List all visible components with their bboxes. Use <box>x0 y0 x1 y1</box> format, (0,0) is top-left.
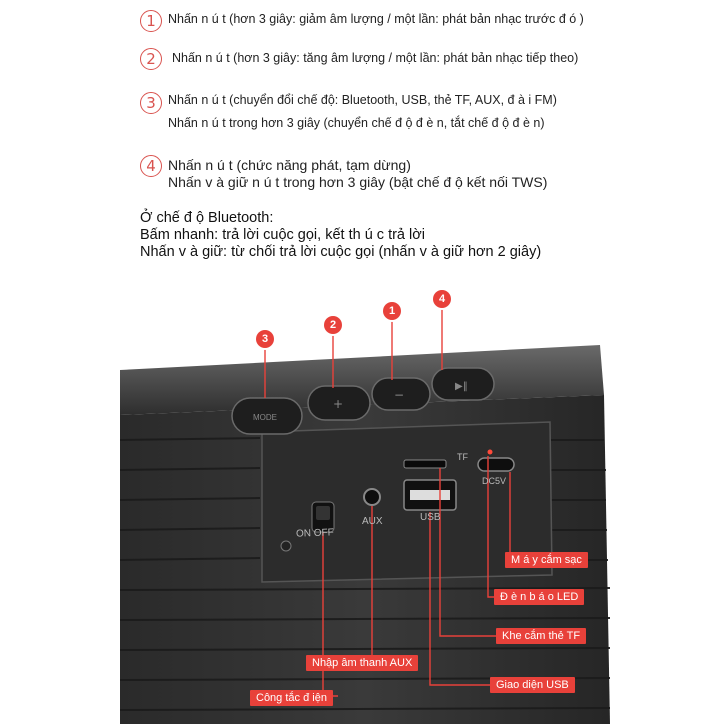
instruction-4-line-1: Nhấn n ú t (chức năng phát, tạm dừng) <box>168 157 411 173</box>
callout-tf-slot: Khe cắm thẻ TF <box>496 628 586 644</box>
callout-usb-interface: Giao diện USB <box>490 677 575 693</box>
callout-led: Đ è n b á o LED <box>494 589 584 605</box>
marker-1: 1 <box>383 302 401 320</box>
marker-3: 3 <box>256 330 274 348</box>
bluetooth-line-1: Bấm nhanh: trả lời cuộc gọi, kết th ú c trả lời <box>140 227 425 243</box>
bluetooth-line-2: Nhấn v à giữ: từ chối trả lời cuộc gọi (nhấn v à giữ hơn 2 giây) <box>140 244 542 260</box>
instruction-1-line-1: Nhấn n ú t (hơn 3 giây: giảm âm lượng / một lần: phát bản nhạc trước đ ó ) <box>168 12 584 26</box>
step-number-2: 2 <box>140 48 162 70</box>
dc5v-label: DC5V <box>482 476 507 486</box>
instruction-3-line-1: Nhấn n ú t (chuyển đổi chế độ: Bluetooth, USB, thẻ TF, AUX, đ à i FM) <box>168 93 557 107</box>
tf-label: TF <box>457 452 468 462</box>
usb-label: USB <box>420 512 441 523</box>
step-number-3: 3 <box>140 92 162 114</box>
instruction-2-line-1: Nhấn n ú t (hơn 3 giây: tăng âm lượng / một lần: phát bản nhạc tiếp theo) <box>172 51 579 65</box>
step-number-1: 1 <box>140 10 162 32</box>
marker-4: 4 <box>433 290 451 308</box>
aux-label: AUX <box>362 516 383 527</box>
svg-text:▶‖: ▶‖ <box>455 381 468 392</box>
step-number-4: 4 <box>140 155 162 177</box>
callout-charging: M á y cắm sạc <box>505 552 588 568</box>
svg-text:+: + <box>333 397 344 411</box>
on-off-label: ON OFF <box>295 527 334 540</box>
marker-2: 2 <box>324 316 342 334</box>
svg-text:−: − <box>394 388 405 402</box>
instruction-3-line-2: Nhấn n ú t trong hơn 3 giây (chuyển chế đ ộ đ è n, tắt chế đ ộ đ è n) <box>168 116 545 130</box>
instruction-4-line-2: Nhấn v à giữ n ú t trong hơn 3 giây (bật chế đ ộ kết nối TWS) <box>168 174 548 190</box>
svg-text:MODE: MODE <box>253 413 277 422</box>
callout-aux-input: Nhập âm thanh AUX <box>306 655 418 671</box>
bluetooth-title: Ở chế đ ộ Bluetooth: <box>140 210 274 226</box>
callout-power-switch: Công tắc đ iện <box>250 690 333 706</box>
